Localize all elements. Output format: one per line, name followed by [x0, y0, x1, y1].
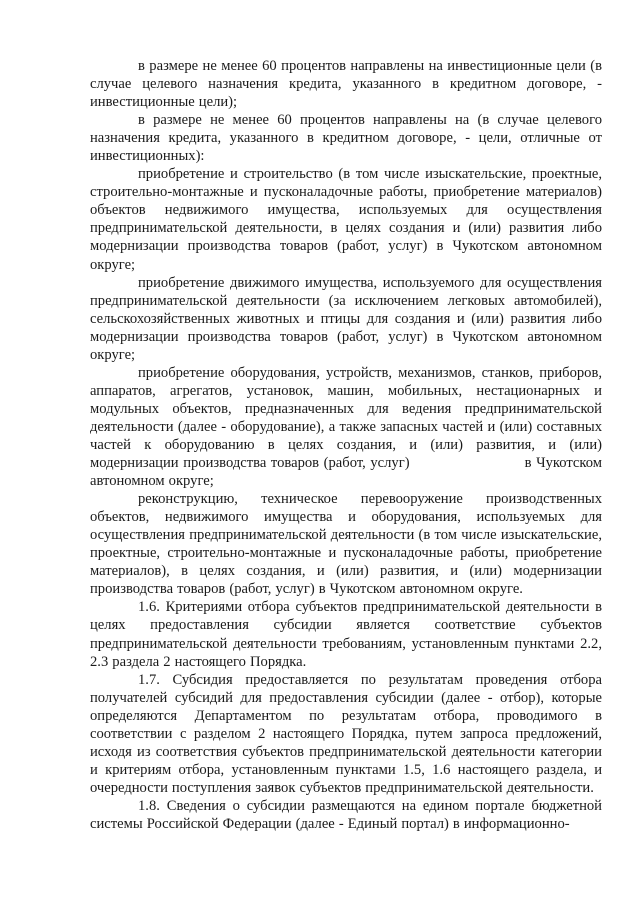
paragraph-section-1-7: 1.7. Субсидия предоставляется по результатам проведения отбора получателей субсидий для предоставления субсидии (далее - отбор), которые определяются Департаментом по результатам отбора, проводимого в соответствии с разделом 2 настоящего Порядка, путем запроса предложений, исходя из соответствия субъектов предпринимательской деятельности категории и критериям отбора, установленным пунктами 1.5, 1.6 настоящего раздела, и очередности поступления заявок субъектов предпринимательской деятельности.: [90, 671, 602, 796]
paragraph-investment-goals: в размере не менее 60 процентов направлены на инвестиционные цели (в случае целевого назначения кредита, указанного в кредитном договоре, - инвестиционные цели);: [90, 58, 602, 111]
paragraph-movable-property: приобретение движимого имущества, используемого для осуществления предпринимательской деятельности (за исключением легковых автомобилей), сельскохозяйственных животных и птицы для создания и (или) развития либо модернизации производства товаров (работ, услуг) в Чукотском автономном округе;: [90, 274, 602, 363]
paragraph-equipment: приобретение оборудования, устройств, механизмов, станков, приборов, аппаратов, агрегатов, установок, машин, мобильных, нестационарных и модульных объектов, предназначенных для ведения предпринимательской деятельности (далее - оборудование), а также запасных частей и (или) составных частей к оборудованию в целях создания, и (или) развития, и (или) модернизации производства товаров (работ, услуг) в Чукотском автономном округе;: [90, 364, 607, 490]
paragraph-other-goals: в размере не менее 60 процентов направлены на (в случае целевого назначения кредита, указанного в кредитном договоре, - цели, отличные от инвестиционных):: [90, 112, 602, 165]
paragraph-section-1-8: 1.8. Сведения о субсидии размещаются на едином портале бюджетной системы Российской Федерации (далее - Единый портал) в информационно-: [90, 797, 602, 832]
paragraph-reconstruction: реконструкцию, техническое перевооружение производственных объектов, недвижимого имущества и оборудования, используемых для осуществления предпринимательской деятельности (в том числе изыскательские, проектные, строительно-монтажные и пусконаладочные работы, приобретение материалов), в целях создания, и (или) развития, и (или) модернизации производства товаров (работ, услуг) в Чукотском автономном округе.: [90, 491, 602, 598]
paragraph-section-1-6: 1.6. Критериями отбора субъектов предпринимательской деятельности в целях предоставления субсидии является соответствие субъектов предпринимательской деятельности требованиям, установленным пунктами 2.2, 2.3 раздела 2 настоящего Порядка.: [90, 599, 602, 670]
paragraph-construction: приобретение и строительство (в том числе изыскательские, проектные, строительно-монтажные и пусконаладочные работы, приобретение материалов) объектов недвижимого имущества, используемых для осуществления предпринимательской деятельности, в целях создания и (или) развития либо модернизации производства товаров (работ, услуг) в Чукотском автономном округе;: [90, 166, 602, 273]
